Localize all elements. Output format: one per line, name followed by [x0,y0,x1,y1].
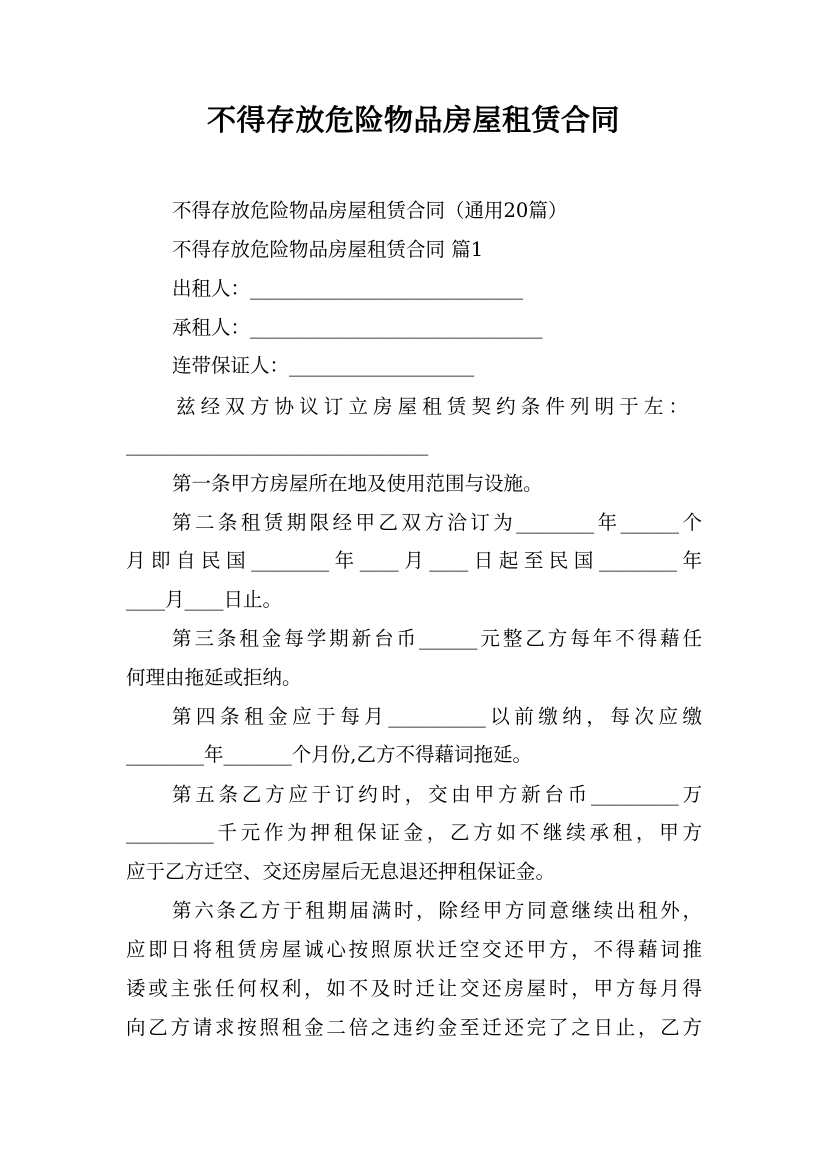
paragraph-line: 兹经双方协议订立房屋租赁契约条件列明于左： [176,395,688,418]
article-5-line-1: 第五条乙方应于订约时，交由甲方新台币_________万 [172,783,702,806]
article-5-line-2: _________千元作为押租保证金，乙方如不继续承租，甲方 [126,821,702,844]
article-4-line-1: 第四条租金应于每月__________以前缴纳，每次应缴 [172,705,702,728]
article-6-line-3: 诿或主张任何权利，如不及时迁让交还房屋时，甲方每月得 [126,977,702,1000]
lessor-field: 出租人：____________________________ [172,277,524,300]
article-2-line-3: ____月____日止。 [126,588,283,611]
blank-line: _______________________________ [126,433,429,456]
article-2-line-1: 第二条租赁期限经甲乙双方洽订为________年______个 [172,511,702,534]
guarantor-field: 连带保证人：___________________ [172,354,475,377]
section-heading: 不得存放危险物品房屋租赁合同 篇1 [172,238,484,261]
article-1: 第一条甲方房屋所在地及使用范围与设施。 [172,472,543,495]
document-title: 不得存放危险物品房屋租赁合同 [206,103,620,137]
subtitle-line: 不得存放危险物品房屋租赁合同（通用20篇） [172,199,568,222]
article-3-line-1: 第三条租金每学期新台币______元整乙方每年不得藉任 [172,627,702,650]
article-6-line-2: 应即日将租赁房屋诚心按照原状迁空交还甲方，不得藉词推 [126,938,702,961]
article-2-line-2: 月即自民国________年____月____日起至民国________年 [126,549,702,572]
article-5-line-3: 应于乙方迁空、交还房屋后无息退还押租保证金。 [126,860,556,883]
article-3-line-2: 何理由拖延或拒纳。 [126,666,302,689]
lessee-field: 承租人：______________________________ [172,316,543,339]
article-6-line-4: 向乙方请求按照租金二倍之违约金至迁还完了之日止，乙方 [126,1016,702,1039]
article-6-line-1: 第六条乙方于租期届满时，除经甲方同意继续出租外， [172,899,702,922]
article-4-line-2: ________年_______个月份,乙方不得藉词拖延。 [126,743,532,766]
